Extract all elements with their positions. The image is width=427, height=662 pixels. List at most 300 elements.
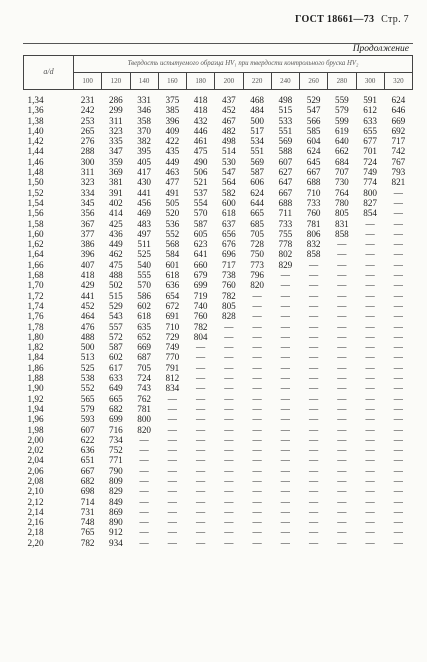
value-cell: 806 [306, 228, 321, 239]
table-row [24, 136, 413, 146]
value-cell: — [309, 352, 319, 363]
value-cell: — [224, 321, 234, 332]
value-cell: — [280, 383, 290, 394]
value-cell: — [196, 496, 206, 507]
value-cell: 323 [80, 177, 95, 188]
value-cell: — [196, 403, 206, 414]
value-cell: 346 [137, 105, 152, 116]
ratio-cell: 1,52 [27, 187, 44, 198]
value-cell: — [309, 424, 319, 435]
value-cell: — [337, 259, 347, 270]
value-cell: 452 [221, 105, 236, 116]
value-cell: — [337, 352, 347, 363]
table-row [24, 116, 413, 126]
value-cell: 805 [221, 300, 236, 311]
value-cell: 755 [278, 228, 293, 239]
table-row [24, 517, 413, 527]
value-cell: — [167, 455, 177, 466]
value-cell: 456 [137, 197, 152, 208]
table-row [24, 280, 413, 290]
value-cell: 437 [221, 95, 236, 105]
value-cell: 646 [391, 105, 406, 116]
value-cell: 369 [108, 167, 123, 178]
value-cell: 734 [108, 434, 123, 445]
ratio-cell: 2,16 [27, 517, 44, 528]
value-cell: 441 [137, 187, 152, 198]
value-cell: 800 [137, 414, 152, 425]
value-cell: 488 [108, 270, 123, 281]
value-cell: — [337, 300, 347, 311]
table-row [24, 239, 413, 249]
value-cell: — [309, 465, 319, 476]
value-cell: — [252, 383, 262, 394]
ratio-cell: 1,56 [27, 208, 44, 219]
value-cell: — [252, 506, 262, 517]
value-cell: — [280, 506, 290, 517]
value-cell: — [365, 506, 375, 517]
value-cell: — [393, 208, 403, 219]
table-row [24, 352, 413, 362]
value-cell: — [393, 218, 403, 229]
value-cell: 331 [137, 95, 152, 105]
value-cell: 662 [334, 146, 349, 157]
value-cell: 559 [334, 95, 349, 105]
value-cell: — [280, 393, 290, 404]
value-cell: — [365, 517, 375, 528]
value-cell: — [365, 373, 375, 384]
value-cell: — [365, 455, 375, 466]
value-cell: 554 [193, 197, 208, 208]
value-cell: 654 [165, 290, 180, 301]
value-cell: — [196, 527, 206, 538]
value-cell: 584 [165, 249, 180, 260]
value-cell: 505 [165, 197, 180, 208]
value-cell: — [393, 455, 403, 466]
ratio-cell: 1,38 [27, 115, 44, 126]
value-cell: — [337, 383, 347, 394]
value-cell: 476 [80, 321, 95, 332]
value-cell: 358 [137, 115, 152, 126]
value-cell: 691 [165, 311, 180, 322]
table-row [24, 270, 413, 280]
value-cell: 409 [165, 125, 180, 136]
value-cell: — [393, 321, 403, 332]
value-cell: 652 [137, 331, 152, 342]
value-cell: 231 [80, 95, 95, 105]
value-cell: — [309, 290, 319, 301]
value-cell: — [365, 280, 375, 291]
value-cell: — [309, 311, 319, 322]
table-row [24, 229, 413, 239]
value-cell: 300 [80, 156, 95, 167]
value-cell: — [167, 403, 177, 414]
value-cell: — [393, 290, 403, 301]
value-cell: 579 [80, 403, 95, 414]
page-number: Стр. 7 [381, 14, 409, 25]
value-cell: 405 [137, 156, 152, 167]
value-cell: — [167, 506, 177, 517]
value-cell: — [252, 517, 262, 528]
value-cell: — [196, 424, 206, 435]
value-cell: — [224, 496, 234, 507]
value-cell: 714 [80, 496, 95, 507]
value-cell: — [280, 486, 290, 497]
table-row [24, 435, 413, 445]
value-cell: — [167, 434, 177, 445]
value-cell: 934 [108, 537, 123, 548]
value-cell: — [365, 352, 375, 363]
value-cell: — [337, 362, 347, 373]
value-cell: 601 [165, 259, 180, 270]
value-cell: 667 [278, 187, 293, 198]
value-cell: — [252, 300, 262, 311]
value-cell: 640 [334, 136, 349, 147]
table-row [24, 291, 413, 301]
table-row [24, 342, 413, 352]
value-cell: — [252, 373, 262, 384]
group-header-cell: Твердость испытуемого образца HV₁ при твердости контрольного бруска HV₂ [74, 56, 413, 73]
value-cell: — [365, 270, 375, 281]
value-cell: — [280, 331, 290, 342]
value-cell: 699 [108, 414, 123, 425]
value-cell: — [309, 496, 319, 507]
value-cell: — [196, 362, 206, 373]
value-cell: — [309, 331, 319, 342]
value-cell: — [337, 280, 347, 291]
table-row [24, 404, 413, 414]
value-cell: — [337, 321, 347, 332]
value-cell: 605 [193, 228, 208, 239]
table-row [24, 301, 413, 311]
value-cell: 829 [108, 486, 123, 497]
value-cell: 707 [334, 167, 349, 178]
value-cell: 430 [137, 177, 152, 188]
value-cell: — [196, 342, 206, 353]
value-cell: — [309, 486, 319, 497]
value-cell: 568 [165, 239, 180, 250]
value-cell: 475 [193, 146, 208, 157]
column-header: 160 [158, 73, 186, 90]
value-cell: 586 [137, 290, 152, 301]
ratio-cell: 2,10 [27, 486, 44, 497]
value-cell: 514 [221, 146, 236, 157]
value-cell: — [280, 527, 290, 538]
column-header: 320 [384, 73, 412, 90]
value-cell: — [224, 373, 234, 384]
value-cell: — [224, 475, 234, 486]
value-cell: 748 [80, 517, 95, 528]
value-cell: — [252, 342, 262, 353]
value-cell: 334 [80, 187, 95, 198]
value-cell: 483 [137, 218, 152, 229]
value-cell: — [252, 414, 262, 425]
value-cell: 540 [137, 259, 152, 270]
ratio-cell: 1,82 [27, 342, 44, 353]
value-cell: — [309, 506, 319, 517]
value-cell: 665 [250, 208, 265, 219]
value-cell: — [309, 455, 319, 466]
value-cell: — [280, 311, 290, 322]
value-cell: 520 [165, 208, 180, 219]
value-cell: — [139, 496, 149, 507]
value-cell: — [365, 445, 375, 456]
value-cell: 467 [221, 115, 236, 126]
value-cell: — [365, 290, 375, 301]
value-cell: — [337, 424, 347, 435]
value-cell: 834 [165, 383, 180, 394]
value-cell: — [196, 465, 206, 476]
value-cell: 441 [80, 290, 95, 301]
value-cell: 385 [165, 105, 180, 116]
ratio-cell: 1,46 [27, 156, 44, 167]
table-row [24, 527, 413, 537]
table-row [24, 167, 413, 177]
value-cell: — [196, 373, 206, 384]
value-cell: 564 [221, 177, 236, 188]
value-cell: — [393, 352, 403, 363]
column-header: 120 [102, 73, 130, 90]
value-cell: 729 [165, 331, 180, 342]
value-cell: 347 [108, 146, 123, 157]
column-header: 140 [130, 73, 158, 90]
value-cell: — [196, 486, 206, 497]
value-cell: 696 [221, 249, 236, 260]
ratio-cell: 1,96 [27, 414, 44, 425]
value-cell: 812 [165, 373, 180, 384]
ratio-cell: 2,06 [27, 465, 44, 476]
value-cell: 692 [391, 125, 406, 136]
value-cell: — [167, 424, 177, 435]
value-cell: 619 [334, 125, 349, 136]
value-cell: 530 [221, 156, 236, 167]
ratio-cell: 1,98 [27, 424, 44, 435]
value-cell: 710 [165, 321, 180, 332]
value-cell: 517 [250, 125, 265, 136]
ratio-cell: 1,50 [27, 177, 44, 188]
value-cell: — [139, 506, 149, 517]
value-cell: — [280, 537, 290, 548]
ratio-cell: 2,18 [27, 527, 44, 538]
value-cell: 565 [80, 393, 95, 404]
ratio-cell: 2,20 [27, 537, 44, 548]
value-cell: 391 [108, 187, 123, 198]
ratio-cell: 1,78 [27, 321, 44, 332]
value-cell: 525 [80, 362, 95, 373]
table-row [24, 445, 413, 455]
value-cell: 624 [391, 95, 406, 105]
table-row [24, 383, 413, 393]
value-cell: — [393, 373, 403, 384]
value-cell: — [309, 373, 319, 384]
value-cell: 627 [278, 167, 293, 178]
ratio-cell: 2,14 [27, 506, 44, 517]
value-cell: 719 [193, 290, 208, 301]
value-cell: 854 [363, 208, 378, 219]
value-cell: 624 [306, 146, 321, 157]
value-cell: — [224, 527, 234, 538]
value-cell: — [139, 445, 149, 456]
column-header: 200 [215, 73, 243, 90]
value-cell: 749 [165, 342, 180, 353]
value-cell: — [337, 331, 347, 342]
value-cell: 636 [165, 280, 180, 291]
value-cell: — [280, 342, 290, 353]
value-cell: — [393, 197, 403, 208]
value-cell: 717 [221, 259, 236, 270]
value-cell: — [337, 455, 347, 466]
value-cell: — [252, 352, 262, 363]
value-cell: — [139, 455, 149, 466]
value-cell: 449 [108, 239, 123, 250]
ratio-cell: 1,72 [27, 290, 44, 301]
value-cell: 396 [165, 115, 180, 126]
value-cell: 669 [391, 115, 406, 126]
value-cell: 299 [108, 105, 123, 116]
value-cell: — [393, 403, 403, 414]
value-cell: 402 [108, 197, 123, 208]
ratio-cell: 2,04 [27, 455, 44, 466]
value-cell: — [337, 290, 347, 301]
value-cell: 396 [80, 249, 95, 260]
value-cell: — [139, 486, 149, 497]
value-cell: 587 [193, 218, 208, 229]
table-row [24, 507, 413, 517]
value-cell: — [365, 249, 375, 260]
value-cell: 742 [391, 146, 406, 157]
value-cell: — [309, 414, 319, 425]
table-row [24, 322, 413, 332]
table-row [24, 249, 413, 259]
ratio-cell: 1,54 [27, 197, 44, 208]
value-cell: 521 [193, 177, 208, 188]
value-cell: 511 [137, 239, 151, 250]
value-cell: — [196, 352, 206, 363]
value-cell: 491 [165, 187, 180, 198]
value-cell: — [280, 270, 290, 281]
value-cell: 760 [193, 311, 208, 322]
table-row [24, 90, 413, 106]
ratio-cell: 2,08 [27, 475, 44, 486]
value-cell: 490 [193, 156, 208, 167]
value-cell: — [365, 331, 375, 342]
value-cell: 782 [221, 290, 236, 301]
value-cell: 773 [250, 259, 265, 270]
value-cell: 593 [80, 414, 95, 425]
value-cell: 750 [250, 249, 265, 260]
value-cell: — [365, 362, 375, 373]
value-cell: 425 [108, 218, 123, 229]
value-cell: 669 [137, 342, 152, 353]
value-cell: — [280, 373, 290, 384]
value-cell: — [393, 496, 403, 507]
value-cell: 591 [363, 95, 378, 105]
value-cell: 552 [165, 228, 180, 239]
value-cell: — [252, 537, 262, 548]
value-cell: — [280, 300, 290, 311]
value-cell: 536 [165, 218, 180, 229]
value-cell: 599 [334, 115, 349, 126]
value-cell: 587 [108, 342, 123, 353]
value-cell: — [365, 342, 375, 353]
value-cell: 418 [80, 270, 95, 281]
table-row [24, 126, 413, 136]
value-cell: — [139, 517, 149, 528]
ratio-cell: 1,92 [27, 393, 44, 404]
value-cell: — [196, 414, 206, 425]
value-cell: — [167, 527, 177, 538]
value-cell: 800 [363, 187, 378, 198]
ratio-cell: 1,80 [27, 331, 44, 342]
ratio-cell: 1,42 [27, 136, 44, 147]
value-cell: 649 [108, 383, 123, 394]
table-row [24, 486, 413, 496]
value-cell: — [139, 465, 149, 476]
value-cell: — [393, 331, 403, 342]
value-cell: 820 [137, 424, 152, 435]
value-cell: — [280, 280, 290, 291]
value-cell: 311 [109, 115, 123, 126]
value-cell: 602 [137, 300, 152, 311]
value-cell: 557 [108, 321, 123, 332]
value-cell: 435 [165, 146, 180, 157]
value-cell: — [393, 249, 403, 260]
value-cell: 552 [80, 383, 95, 394]
value-cell: — [224, 455, 234, 466]
value-cell: 790 [108, 465, 123, 476]
value-cell: — [252, 475, 262, 486]
value-cell: — [337, 496, 347, 507]
value-cell: — [309, 342, 319, 353]
value-cell: 667 [80, 465, 95, 476]
value-cell: 500 [80, 342, 95, 353]
ratio-cell: 1,74 [27, 300, 44, 311]
value-cell: — [309, 270, 319, 281]
value-cell: 547 [221, 167, 236, 178]
value-cell: — [167, 486, 177, 497]
value-cell: 820 [250, 280, 265, 291]
value-cell: 407 [80, 259, 95, 270]
value-cell: 607 [278, 156, 293, 167]
value-cell: 359 [108, 156, 123, 167]
value-cell: 771 [108, 455, 123, 466]
value-cell: 687 [137, 352, 152, 363]
value-cell: — [393, 434, 403, 445]
value-cell: — [365, 465, 375, 476]
value-cell: — [280, 424, 290, 435]
value-cell: — [393, 259, 403, 270]
value-cell: 464 [80, 311, 95, 322]
ratio-cell: 1,86 [27, 362, 44, 373]
value-cell: 551 [278, 125, 293, 136]
value-cell: — [393, 228, 403, 239]
value-cell: — [365, 424, 375, 435]
value-cell: 585 [306, 125, 321, 136]
ratio-cell: 1,58 [27, 218, 44, 229]
ratio-cell: 2,02 [27, 445, 44, 456]
value-cell: 767 [391, 156, 406, 167]
value-cell: — [365, 311, 375, 322]
table-row [24, 311, 413, 321]
value-cell: 762 [137, 393, 152, 404]
value-cell: 710 [306, 187, 321, 198]
table-row [24, 208, 413, 218]
ratio-cell: 1,40 [27, 125, 44, 136]
value-cell: — [309, 527, 319, 538]
value-cell: — [337, 239, 347, 250]
value-cell: — [337, 445, 347, 456]
value-cell: — [309, 403, 319, 414]
value-cell: — [224, 403, 234, 414]
